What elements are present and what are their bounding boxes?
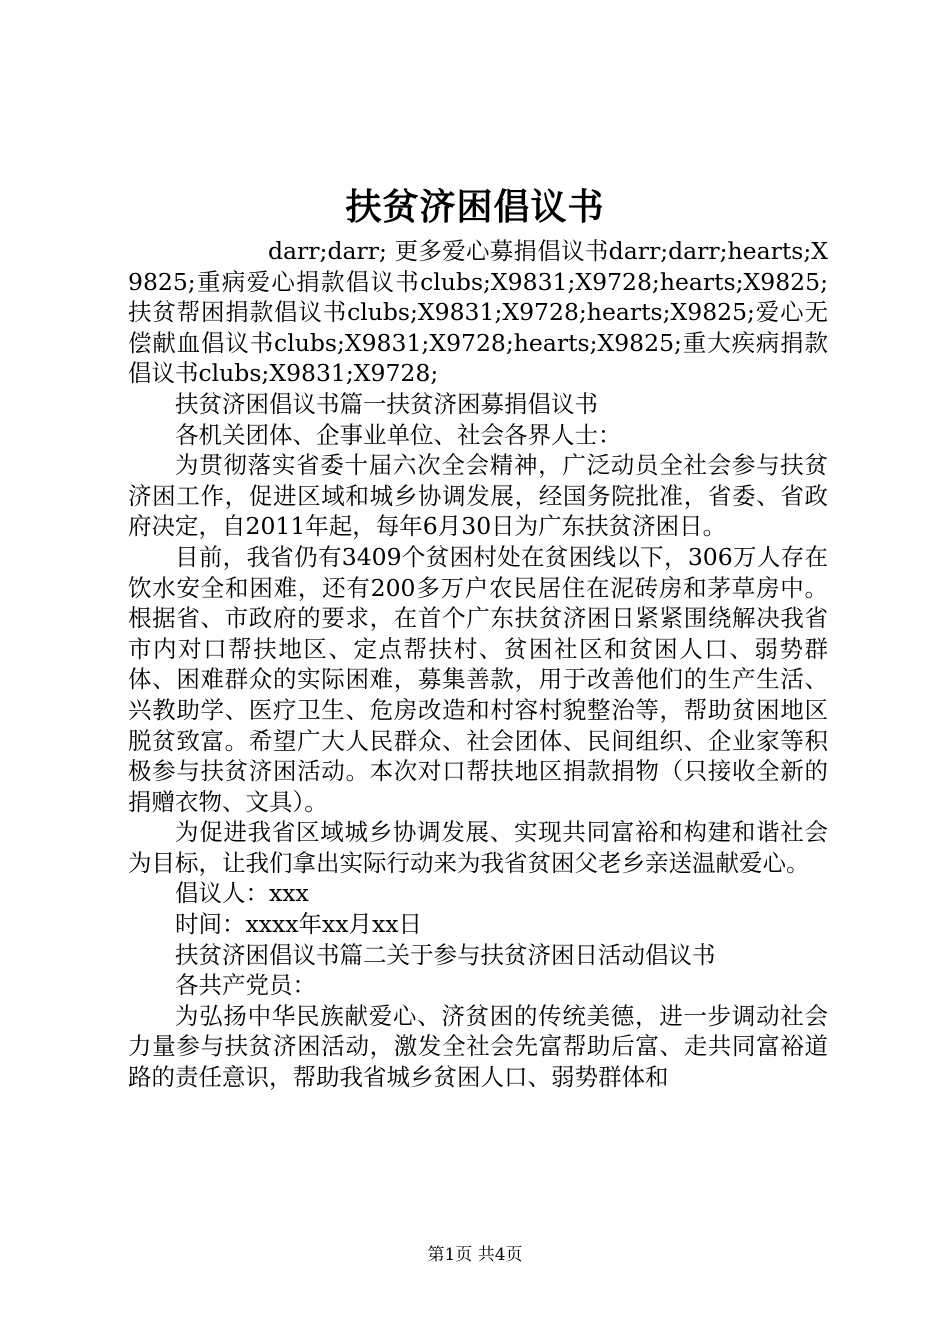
paragraph-body: 目前，我省仍有3409个贫困村处在贫困线以下，306万人存在饮水安全和困难，还有200多万户农民居住在泥砖房和茅草房中。根据省、市政府的要求，在首个广东扶贫济困日紧紧围绕解决我省市内对口帮扶地区、定点帮扶村、贫困社区和贫困人口、弱势群体、困难群众的实际困难，募集善款，用于改善他们的生产生活、兴教助学、医疗卫生、危房改造和村容村貌整治等，帮助贫困地区脱贫致富。希望广大人民群众、社会团体、民间组织、企业家等积极参与扶贫济困活动。本次对口帮扶地区捐款捐物（只接收全新的捐赠衣物、文具）。 (128, 542, 828, 816)
paragraph-signatory: 倡议人：xxx (175, 879, 309, 908)
paragraph-body: 为促进我省区域城乡协调发展、实现共同富裕和构建和谐社会为目标，让我们拿出实际行动来为我省贫困父老乡亲送温献爱心。 (128, 818, 828, 877)
paragraph-section-heading-2: 扶贫济困倡议书篇二关于参与扶贫济困日活动倡议书 (175, 940, 716, 969)
paragraph-section-heading-1: 扶贫济困倡议书篇一扶贫济困募捐倡议书 (175, 389, 598, 418)
paragraph-salutation-1: 各机关团体、企事业单位、社会各界人士： (175, 420, 622, 449)
paragraph-salutation-2: 各共产党员： (175, 971, 316, 1000)
paragraph-body: 为弘扬中华民族献爱心、济贫困的传统美德，进一步调动社会力量参与扶贫济困活动，激发全社会先富帮助后富、走共同富裕道路的责任意识，帮助我省城乡贫困人口、弱势群体和 (128, 1001, 828, 1092)
paragraph-date: 时间：xxxx年xx月xx日 (175, 910, 423, 939)
document-title: 扶贫济困倡议书 (345, 186, 605, 228)
paragraph-body: 为贯彻落实省委十届六次全会精神，广泛动员全社会参与扶贫济困工作，促进区域和城乡协调发展，经国务院批准，省委、省政府决定，自2011年起，每年6月30日为广东扶贫济困日。 (128, 451, 828, 541)
document-body (128, 236, 828, 1093)
page-footer: 第1页 共4页 (427, 1245, 523, 1265)
related-links-text: darr;darr; 更多爱心募捐倡议书darr;darr;hearts;X9825;重病爱心捐款倡议书clubs;X9831;X9728;hearts;X9825;扶贫帮困捐款倡议书clubs;X9831;X9728;hearts;X9825;爱心无偿献血倡议书clubs;X9831;X9728;hearts;X9825;重大疾病捐款倡议书clubs;X9831;X9728; (128, 237, 828, 388)
